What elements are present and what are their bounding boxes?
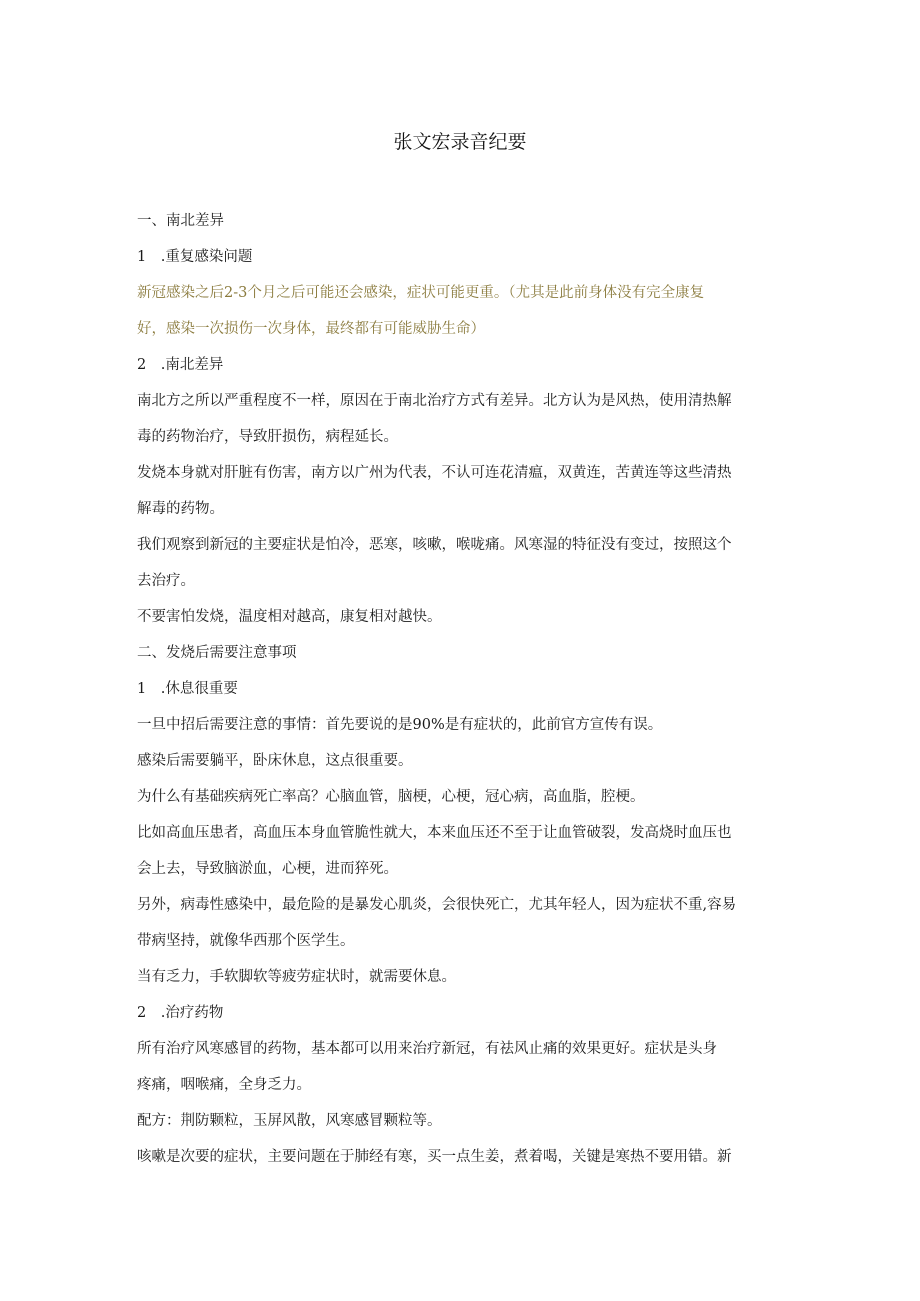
subsection-heading: 2 .南北差异 [137,357,224,373]
paragraph-line: 会上去，导致脑淤血，心梗，进而猝死。 [137,861,398,877]
paragraph-line: 当有乏力，手软脚软等疲劳症状时，就需要休息。 [137,969,456,985]
section-heading: 二、发烧后需要注意事项 [137,645,297,661]
document-body [137,203,785,1175]
paragraph-line: 南北方之所以严重程度不一样，原因在于南北治疗方式有差异。北方认为是风热，使用清热解 [137,393,732,409]
section-heading: 一、南北差异 [137,213,224,229]
highlighted-paragraph-line: 好，感染一次损伤一次身体，最终都有可能威胁生命） [137,321,485,337]
paragraph-line: 毒的药物治疗，导致肝损伤，病程延长。 [137,429,398,445]
paragraph-line: 不要害怕发烧，温度相对越高，康复相对越快。 [137,609,442,625]
paragraph-line: 所有治疗风寒感冒的药物，基本都可以用来治疗新冠，有祛风止痛的效果更好。症状是头身 [137,1041,717,1057]
paragraph-line: 另外，病毒性感染中，最危险的是暴发心肌炎，会很快死亡，尤其年轻人，因为症状不重,容易 [137,897,737,913]
paragraph-line: 疼痛，咽喉痛，全身乏力。 [137,1077,311,1093]
highlighted-paragraph-line: 新冠感染之后2-3个月之后可能还会感染，症状可能更重。（尤其是此前身体没有完全康复 [137,285,705,301]
paragraph-line: 咳嗽是次要的症状，主要问题在于肺经有寒，买一点生姜，煮着喝，关键是寒热不要用错。新 [137,1149,732,1165]
paragraph-line: 比如高血压患者，高血压本身血管脆性就大，本来血压还不至于让血管破裂，发高烧时血压也 [137,825,732,841]
paragraph-line: 去治疗。 [137,573,195,589]
paragraph-line: 感染后需要躺平，卧床休息，这点很重要。 [137,753,413,769]
paragraph-line: 一旦中招后需要注意的事情：首先要说的是90%是有症状的，此前官方宣传有误。 [137,717,663,733]
document-title: 张文宏录音纪要 [393,131,527,153]
paragraph-line: 解毒的药物。 [137,501,224,517]
subsection-heading: 1 .休息很重要 [137,681,238,697]
paragraph-line: 带病坚持，就像华西那个医学生。 [137,933,355,949]
subsection-heading: 1 .重复感染问题 [137,249,253,265]
paragraph-line: 配方：荆防颗粒，玉屏风散，风寒感冒颗粒等。 [137,1113,442,1129]
paragraph-line: 为什么有基础疾病死亡率高？心脑血管，脑梗，心梗，冠心病，高血脂，腔梗。 [137,789,645,805]
paragraph-line: 我们观察到新冠的主要症状是怕冷，恶寒，咳嗽，喉咙痛。风寒湿的特征没有变过，按照这个 [137,537,732,553]
subsection-heading: 2 .治疗药物 [137,1005,224,1021]
paragraph-line: 发烧本身就对肝脏有伤害，南方以广州为代表，不认可连花清瘟，双黄连，苦黄连等这些清热 [137,465,732,481]
